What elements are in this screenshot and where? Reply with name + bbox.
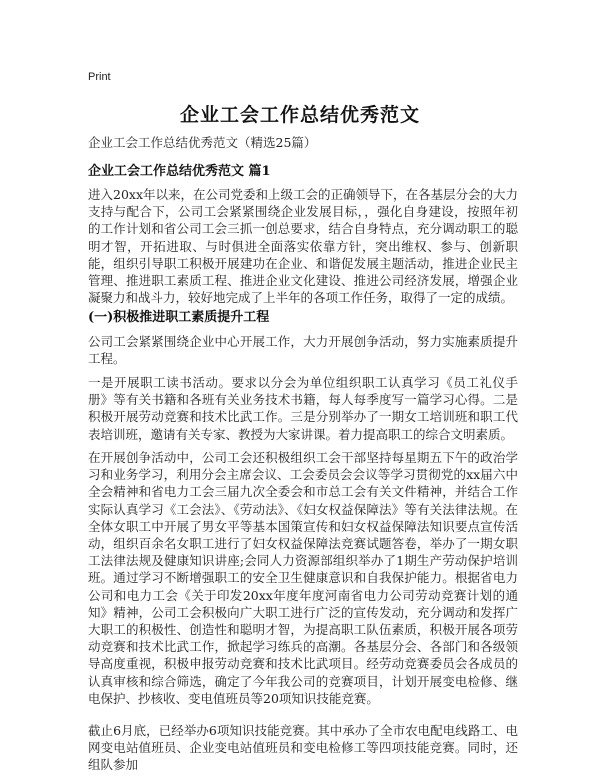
paragraph-text: 截止6月底，已经举办6项知识技能竞赛。其中承办了全市农电配电线路工、电网变电站值班员、企业变电站值班员和变电检修工等四项技能竞赛。同时，还组队参加 bbox=[88, 723, 518, 773]
document-title: 企业工会工作总结优秀范文 bbox=[179, 104, 420, 126]
subheading-quality-project: (一)积极推进职工素质提升工程 bbox=[88, 310, 270, 325]
paragraph-study-competition bbox=[88, 449, 518, 707]
paragraph-text: 一是开展职工读书活动。要求以分会为单位组织职工认真学习《员工礼仪手册》等有关书籍和各班有关业务技术书籍，每人每季度写一篇学习心得。二是积极开展劳动竞赛和技术比武工作。三是分别举办了一期女工培训班和职工代表培训班，邀请有关专家、教授为大家讲课。着力提高职工的综合文明素质。 bbox=[88, 375, 518, 442]
paragraph-text: 公司工会紧紧围绕企业中心开展工作，大力开展创争活动，努力实施素质提升工程。 bbox=[88, 334, 518, 367]
paragraph-intro bbox=[88, 186, 518, 306]
paragraph-reading-activity bbox=[88, 374, 518, 443]
paragraph-june-summary bbox=[88, 722, 518, 774]
document-subtitle: 企业工会工作总结优秀范文（精选25篇） bbox=[88, 135, 317, 150]
print-label[interactable]: Print bbox=[88, 71, 111, 83]
paragraph-text: 在开展创争活动中，公司工会还积极组织工会干部坚持每星期五下午的政治学习和业务学习，利用分会主席会议、工会委员会会议等学习贯彻党的xx届六中全会精神和省电力工会三届九次全委会和市总工会有关文件精神，并结合工作实际认真学习《工会法》、《劳动法》、《妇女权益保障法》等有关法律法规。在全体女职工中开展了男女平等基本国策宣传和妇女权益保障法知识要点宣传活动，组织百余名女职工进行了妇女权益保障法竞赛试题答卷，举办了一期女职工法律法规及健康知识讲座;会同人力资源部组织举办了1期生产劳动保护培训班。通过学习不断增强职工的安全卫生健康意识和自我保护能力。根据省电力公司和电力工会《关于印发20xx年度年度河南省电力公司劳动竞赛计划的通知》精神，公司工会积极向广大职工进行广泛的宣传发动，充分调动和发挥广大职工的积极性、创造性和聪明才智，为提高职工队伍素质，积极开展各项劳动竞赛和技术比武工作，掀起学习练兵的高潮。各基层分会、各部门和各级领导高度重视，积极申报劳动竞赛和技术比武项目。经劳动竞赛委员会各成员的认真审核和综合筛选，确定了今年我公司的竞赛项目，计划开展变电检修、继电保护、抄核收、变电值班员等20项知识技能竞赛。 bbox=[88, 450, 518, 706]
section-heading: 企业工会工作总结优秀范文 篇1 bbox=[88, 164, 271, 179]
paragraph-text: 进入20xx年以来，在公司党委和上级工会的正确领导下，在各基层分会的大力支持与配合下，公司工会紧紧围绕企业发展目标，，强化自身建设，按照年初的工作计划和省公司工会三抓一创总要求，结合自身特点，充分调动职工的聪明才智，开拓进取、与时俱进全面落实依靠方针，突出维权、参与、创新职能，组织引导职工积极开展建功在企业、和谐促发展主题活动，推进企业民主管理、推进职工素质工程、推进企业文化建设、推进公司经济发展，增强企业凝聚力和战斗力，较好地完成了上半年的各项工作任务，取得了一定的成绩。 bbox=[88, 187, 519, 306]
paragraph-union-focus bbox=[88, 333, 518, 367]
